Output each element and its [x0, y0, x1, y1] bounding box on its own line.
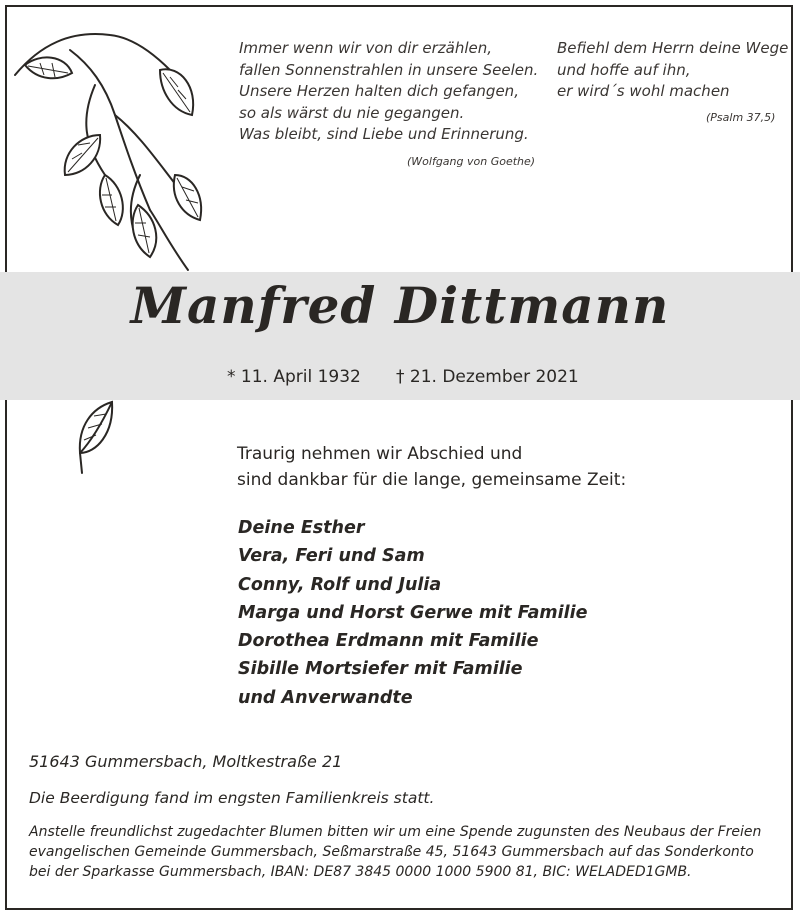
poem-left — [239, 38, 538, 146]
poem-line: er wird´s wohl machen — [557, 82, 730, 100]
donation-line: evangelischen Gemeinde Gummersbach, Seßmarstraße 45, 51643 Gummersbach auf das Sonderkonto — [29, 844, 754, 860]
poem-line: Unsere Herzen halten dich gefangen, — [239, 82, 519, 100]
poem-right — [557, 38, 788, 103]
mourner-entry: und Anverwandte — [238, 687, 413, 708]
birth-date: * 11. April 1932 — [227, 367, 361, 387]
poem-line: fallen Sonnenstrahlen in unsere Seelen. — [239, 60, 539, 79]
poem-line: Was bleibt, sind Liebe und Erinnerung. — [239, 125, 529, 143]
birch-branch-icon — [10, 25, 220, 275]
family-address: 51643 Gummersbach, Moltkestraße 21 — [29, 752, 343, 771]
poem-left-source: (Wolfgang von Goethe) — [407, 155, 536, 168]
poem-line: so als wärst du nie gegangen. — [239, 103, 465, 122]
donation-request — [29, 822, 761, 882]
intro-line: Traurig nehmen wir Abschied und — [237, 444, 523, 464]
mourner-entry: Deine Esther — [238, 518, 365, 538]
mourner-entry: Marga und Horst Gerwe mit Familie — [238, 602, 588, 623]
intro-line: sind dankbar für die lange, gemeinsame Zeit: — [237, 470, 627, 490]
farewell-intro — [237, 441, 626, 493]
death-date: † 21. Dezember 2021 — [396, 367, 579, 387]
donation-line: Anstelle freundlichst zugedachter Blumen bitten wir um eine Spende zugunsten des Neubaus der Freien — [29, 824, 762, 840]
mourner-entry: Dorothea Erdmann mit Familie — [238, 631, 539, 652]
deceased-name: Manfred Dittmann — [130, 276, 670, 335]
poem-right-source: (Psalm 37,5) — [706, 111, 776, 124]
mourner-entry: Sibille Mortsiefer mit Familie — [238, 659, 523, 680]
mourner-entry: Conny, Rolf und Julia — [238, 574, 442, 595]
poem-line: Befiehl dem Herrn deine Wege — [557, 39, 789, 57]
poem-line: Immer wenn wir von dir erzählen, — [239, 39, 493, 57]
mourners-list — [238, 514, 588, 712]
donation-line: bei der Sparkasse Gummersbach, IBAN: DE87 3845 0000 1000 5900 81, BIC: WELADED1GMB. — [29, 864, 692, 880]
burial-note: Die Beerdigung fand im engsten Familienkreis statt. — [29, 789, 435, 807]
poem-line: und hoffe auf ihn, — [557, 60, 691, 79]
mourner-entry: Vera, Feri und Sam — [238, 546, 425, 567]
falling-leaf-icon — [72, 398, 122, 478]
